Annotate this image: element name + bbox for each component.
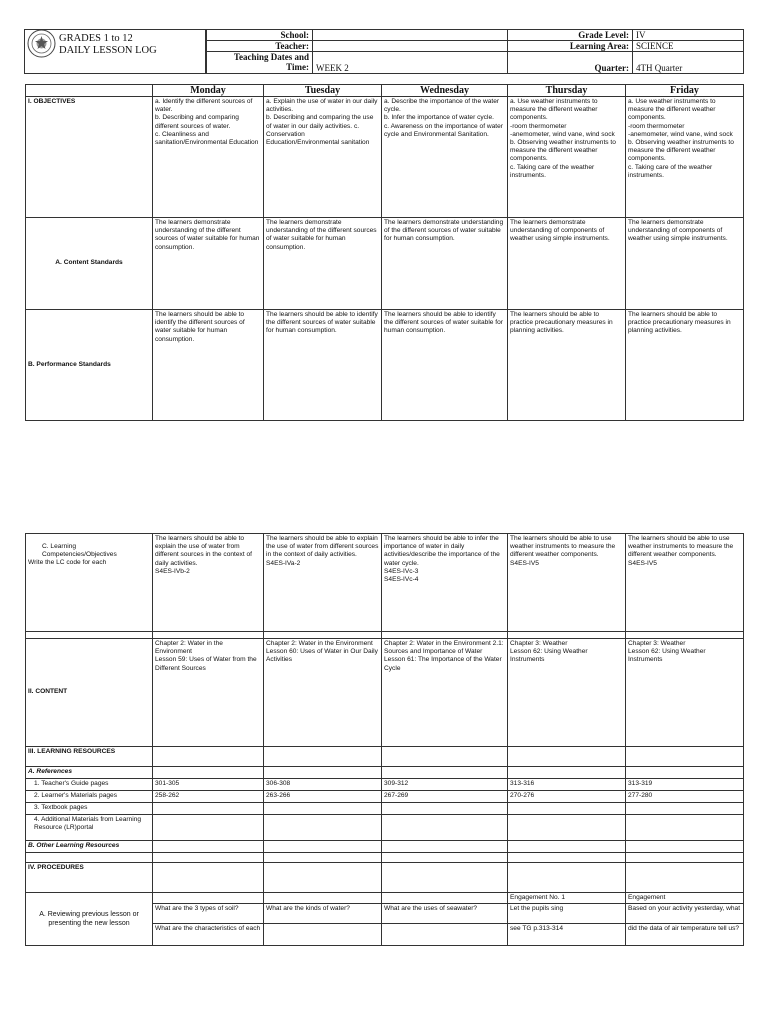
spacer-cell — [626, 632, 744, 639]
additional-materials-label: 4. Additional Materials from Learning Resource (LR)portal — [26, 815, 153, 841]
content-standards-label: A. Content Standards — [26, 218, 153, 310]
tg-pages-cell: 309-312 — [382, 779, 508, 791]
day-header: Friday — [626, 85, 744, 97]
spacer-cell — [264, 853, 382, 863]
reviewing-cell — [264, 893, 382, 904]
competencies-label: C. Learning Competencies/Objectives — [42, 543, 117, 559]
reviewing-cell: see TG p.313-314 — [508, 924, 626, 946]
empty-cell — [382, 863, 508, 893]
empty-cell — [264, 815, 382, 841]
performance-standards-label: B. Performance Standards — [26, 310, 153, 421]
content-standard-cell: The learners demonstrate understanding of the different sources of water suitable for human consumption. — [382, 218, 508, 310]
empty-cell — [626, 747, 744, 767]
competencies-sublabel: Write the LC code for each — [28, 559, 107, 567]
empty-cell — [382, 841, 508, 853]
competencies-label-cell — [26, 534, 153, 632]
performance-standard-cell: The learners should be able to identify the different sources of water suitable for human consumption. — [382, 310, 508, 421]
content-resources-table — [25, 533, 744, 946]
lm-pages-cell: 277-280 — [626, 791, 744, 803]
spacer-cell — [153, 853, 264, 863]
reviewing-cell: What are the uses of seawater? — [382, 904, 508, 924]
empty-cell — [153, 841, 264, 853]
reviewing-cell: did the data of air temperature tell us? — [626, 924, 744, 946]
spacer-cell — [26, 853, 153, 863]
empty-cell — [153, 803, 264, 815]
empty-cell — [382, 767, 508, 779]
reviewing-cell — [153, 893, 264, 904]
corner-cell — [26, 85, 153, 97]
performance-standard-cell: The learners should be able to identify the different sources of water suitable for human consumption. — [153, 310, 264, 421]
spacer-cell — [382, 853, 508, 863]
tg-pages-cell: 306-308 — [264, 779, 382, 791]
reviewing-cell: Let the pupils sing — [508, 904, 626, 924]
empty-cell — [264, 863, 382, 893]
objectives-table — [25, 84, 744, 421]
lm-pages-cell: 267-269 — [382, 791, 508, 803]
teacher-label: Teacher: — [207, 41, 313, 52]
content-cell: Chapter 3: Weather Lesson 62: Using Weather Instruments — [626, 639, 744, 747]
lm-pages-cell: 263-266 — [264, 791, 382, 803]
quarter-field[interactable]: 4TH Quarter — [633, 52, 744, 74]
content-cell: Chapter 2: Water in the Environment Lesson 60: Uses of Water in Our Daily Activities — [264, 639, 382, 747]
spacer-cell — [382, 632, 508, 639]
empty-cell — [382, 803, 508, 815]
empty-cell — [264, 803, 382, 815]
learners-materials-label: 2. Learner's Materials pages — [26, 791, 153, 803]
objective-cell: a. Describe the importance of the water cycle. b. Infer the importance of water cycle. c. Awareness on the importance of water cycle and Environmental Sanitation. — [382, 97, 508, 218]
empty-cell — [153, 747, 264, 767]
empty-cell — [508, 863, 626, 893]
objective-cell: a. Use weather instruments to measure the different weather components. -room thermometer -anemometer, wind vane, wind sock b. Observing weather instruments to measure the different weather components. c. Taking care of the weather instruments. — [508, 97, 626, 218]
day-header: Tuesday — [264, 85, 382, 97]
empty-cell — [153, 767, 264, 779]
content-standard-cell: The learners demonstrate understanding of components of weather using simple instruments. — [508, 218, 626, 310]
tg-pages-cell: 301-305 — [153, 779, 264, 791]
reviewing-cell: What are the characteristics of each — [153, 924, 264, 946]
objective-cell: a. Identify the different sources of water. b. Describing and comparing different sources of water. c. Cleanliness and sanitation/Environmental Education — [153, 97, 264, 218]
performance-standard-cell: The learners should be able to practice precautionary measures in planning activities. — [508, 310, 626, 421]
header-table — [206, 29, 744, 74]
reviewing-cell: What are the kinds of water? — [264, 904, 382, 924]
empty-cell — [153, 815, 264, 841]
learning-resources-label: III. LEARNING RESOURCES — [26, 747, 153, 767]
content-standard-cell: The learners demonstrate understanding of components of weather using simple instruments. — [626, 218, 744, 310]
reviewing-cell: Engagement No. 1 — [508, 893, 626, 904]
textbook-label: 3. Textbook pages — [26, 803, 153, 815]
spacer-cell — [508, 853, 626, 863]
teaching-dates-label: Teaching Dates and Time: — [207, 52, 313, 74]
empty-cell — [382, 815, 508, 841]
lm-pages-cell: 258-262 — [153, 791, 264, 803]
tg-pages-cell: 313-319 — [626, 779, 744, 791]
procedures-label: IV. PROCEDURES — [26, 863, 153, 893]
competency-cell: The learners should be able to infer the importance of water in daily activities/describe the importance of the water cycle. S4ES-IVc-3 S4ES-IVc-4 — [382, 534, 508, 632]
reviewing-cell: Engagement — [626, 893, 744, 904]
reviewing-cell — [264, 924, 382, 946]
empty-cell — [264, 767, 382, 779]
empty-cell — [508, 803, 626, 815]
performance-standard-cell: The learners should be able to practice precautionary measures in planning activities. — [626, 310, 744, 421]
empty-cell — [626, 767, 744, 779]
content-standard-cell: The learners demonstrate understanding of the different sources of water suitable for human consumption. — [153, 218, 264, 310]
grade-level-field[interactable]: IV — [633, 30, 744, 41]
competency-cell: The learners should be able to explain the use of water from different sources in the context of daily activities. S4ES-IVa-2 — [264, 534, 382, 632]
school-field[interactable] — [313, 30, 508, 41]
empty-cell — [508, 841, 626, 853]
objectives-label: I. OBJECTIVES — [26, 97, 153, 218]
spacer-cell — [26, 632, 153, 639]
title-box — [24, 29, 206, 74]
grade-level-label: Grade Level: — [508, 30, 633, 41]
spacer-cell — [626, 853, 744, 863]
empty-cell — [626, 841, 744, 853]
title-line1: GRADES 1 to 12 — [59, 33, 133, 44]
quarter-label: Quarter: — [508, 52, 633, 74]
day-header: Wednesday — [382, 85, 508, 97]
spacer-cell — [153, 632, 264, 639]
competency-cell: The learners should be able to use weather instruments to measure the different weather components. S4ES-IV5 — [508, 534, 626, 632]
content-standard-cell: The learners demonstrate understanding of the different sources of water suitable for human consumption. — [264, 218, 382, 310]
reviewing-cell: What are the 3 types of soil? — [153, 904, 264, 924]
empty-cell — [626, 863, 744, 893]
spacer-cell — [508, 632, 626, 639]
teaching-dates-field[interactable]: WEEK 2 — [313, 52, 508, 74]
objective-cell: a. Use weather instruments to measure the different weather components. -room thermometer -anemometer, wind vane, wind sock b. Observing weather instruments to measure the different weather components. c. Taking care of the weather instruments. — [626, 97, 744, 218]
learning-area-label: Learning Area: — [508, 41, 633, 52]
references-label: A. References — [26, 767, 153, 779]
teachers-guide-label: 1. Teacher's Guide pages — [26, 779, 153, 791]
objective-cell: a. Explain the use of water in our daily activities. b. Describing and comparing the use of water in our daily activities. c. Conservation Education/Environmental sanitation — [264, 97, 382, 218]
teacher-field[interactable] — [313, 41, 508, 52]
empty-cell — [264, 747, 382, 767]
other-resources-label: B. Other Learning Resources — [26, 841, 153, 853]
empty-cell — [626, 803, 744, 815]
empty-cell — [508, 815, 626, 841]
empty-cell — [382, 747, 508, 767]
content-cell: Chapter 2: Water in the Environment 2.1: Sources and Importance of Water Lesson 61: The Importance of the Water Cycle — [382, 639, 508, 747]
empty-cell — [508, 747, 626, 767]
empty-cell — [508, 767, 626, 779]
learning-area-field[interactable]: SCIENCE — [633, 41, 744, 52]
reviewing-lesson-label: A. Reviewing previous lesson or presenting the new lesson — [26, 893, 153, 946]
reviewing-cell — [382, 893, 508, 904]
competency-cell: The learners should be able to explain the use of water from different sources in the context of daily activities. S4ES-IVb-2 — [153, 534, 264, 632]
title-line2: DAILY LESSON LOG — [59, 45, 157, 56]
reviewing-cell — [382, 924, 508, 946]
day-header: Monday — [153, 85, 264, 97]
content-cell: Chapter 2: Water in the Environment Lesson 59: Uses of Water from the Different Sources — [153, 639, 264, 747]
day-header: Thursday — [508, 85, 626, 97]
empty-cell — [153, 863, 264, 893]
school-label: School: — [207, 30, 313, 41]
content-label: II. CONTENT — [26, 639, 153, 747]
empty-cell — [264, 841, 382, 853]
reviewing-cell: Based on your activity yesterday, what — [626, 904, 744, 924]
empty-cell — [626, 815, 744, 841]
competency-cell: The learners should be able to use weather instruments to measure the different weather components. S4ES-IV5 — [626, 534, 744, 632]
lm-pages-cell: 270-276 — [508, 791, 626, 803]
spacer-cell — [264, 632, 382, 639]
performance-standard-cell: The learners should be able to identify the different sources of water suitable for human consumption. — [264, 310, 382, 421]
content-cell: Chapter 3: Weather Lesson 62: Using Weather Instruments — [508, 639, 626, 747]
tg-pages-cell: 313-316 — [508, 779, 626, 791]
